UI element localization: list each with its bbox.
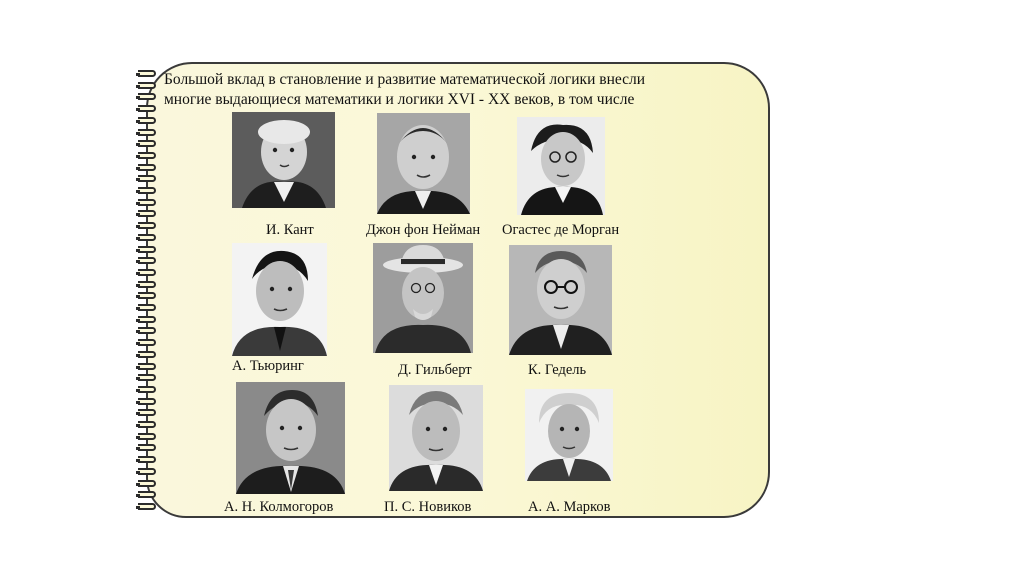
portrait-image: [232, 243, 327, 356]
spiral-ring: [138, 70, 156, 77]
caption-turing: А. Тьюринг: [232, 358, 304, 374]
spiral-ring: [138, 456, 156, 463]
spiral-ring: [138, 93, 156, 100]
portrait-image: [517, 117, 605, 215]
caption-novikov: П. С. Новиков: [384, 499, 472, 515]
portrait-de-morgan: [517, 117, 605, 215]
spiral-ring: [138, 433, 156, 440]
spiral-ring: [138, 409, 156, 416]
portrait-image: [232, 112, 335, 208]
spiral-ring: [138, 281, 156, 288]
caption-de-morgan: Огастес де Морган: [502, 222, 620, 238]
portrait-image: [236, 382, 345, 494]
heading-line-2: многие выдающиеся математики и логики XVI - XX веков, в том числе: [164, 91, 635, 108]
spiral-ring: [138, 444, 156, 451]
portrait-image: [525, 389, 613, 481]
spiral-ring: [138, 140, 156, 147]
portrait-novikov: [389, 385, 483, 491]
portrait-kolmogorov: [236, 382, 345, 494]
caption-kolmogorov: А. Н. Колмогоров: [224, 499, 334, 515]
spiral-ring: [138, 175, 156, 182]
spiral-ring: [138, 351, 156, 358]
spiral-ring: [138, 386, 156, 393]
spiral-ring: [138, 257, 156, 264]
spiral-ring: [138, 503, 156, 510]
portrait-godel: [509, 245, 612, 355]
spiral-ring: [138, 117, 156, 124]
spiral-ring: [138, 269, 156, 276]
spiral-ring: [138, 398, 156, 405]
spiral-ring: [138, 199, 156, 206]
caption-hilbert: Д. Гильберт: [398, 362, 472, 378]
caption-kant: И. Кант: [266, 222, 314, 238]
spiral-ring: [138, 468, 156, 475]
spiral-ring: [138, 152, 156, 159]
spiral-ring: [138, 491, 156, 498]
spiral-ring: [138, 292, 156, 299]
slide-heading: [164, 70, 744, 110]
spiral-ring: [138, 480, 156, 487]
caption-markov: А. А. Марков: [528, 499, 611, 515]
spiral-ring: [138, 339, 156, 346]
spiral-ring: [138, 304, 156, 311]
spiral-ring: [138, 246, 156, 253]
spiral-ring: [138, 421, 156, 428]
portrait-kant: [232, 112, 335, 208]
caption-von-neumann: Джон фон Нейман: [366, 222, 481, 238]
spiral-ring: [138, 234, 156, 241]
spiral-ring: [138, 82, 156, 89]
heading-line-1: Большой вклад в становление и развитие математической логики внесли: [164, 71, 646, 88]
portrait-image: [389, 385, 483, 491]
caption-godel: К. Гедель: [528, 362, 587, 378]
spiral-ring: [138, 164, 156, 171]
spiral-ring: [138, 222, 156, 229]
spiral-ring: [138, 187, 156, 194]
portrait-von-neumann: [377, 113, 470, 214]
spiral-binding: [136, 66, 158, 516]
portrait-image: [373, 243, 473, 353]
portrait-image: [377, 113, 470, 214]
portrait-turing: [232, 243, 327, 356]
spiral-ring: [138, 105, 156, 112]
portrait-hilbert: [373, 243, 473, 353]
spiral-ring: [138, 316, 156, 323]
portrait-image: [509, 245, 612, 355]
spiral-ring: [138, 363, 156, 370]
spiral-ring: [138, 374, 156, 381]
slide: [136, 62, 770, 518]
spiral-ring: [138, 327, 156, 334]
spiral-ring: [138, 129, 156, 136]
spiral-ring: [138, 210, 156, 217]
portrait-markov: [525, 389, 613, 481]
